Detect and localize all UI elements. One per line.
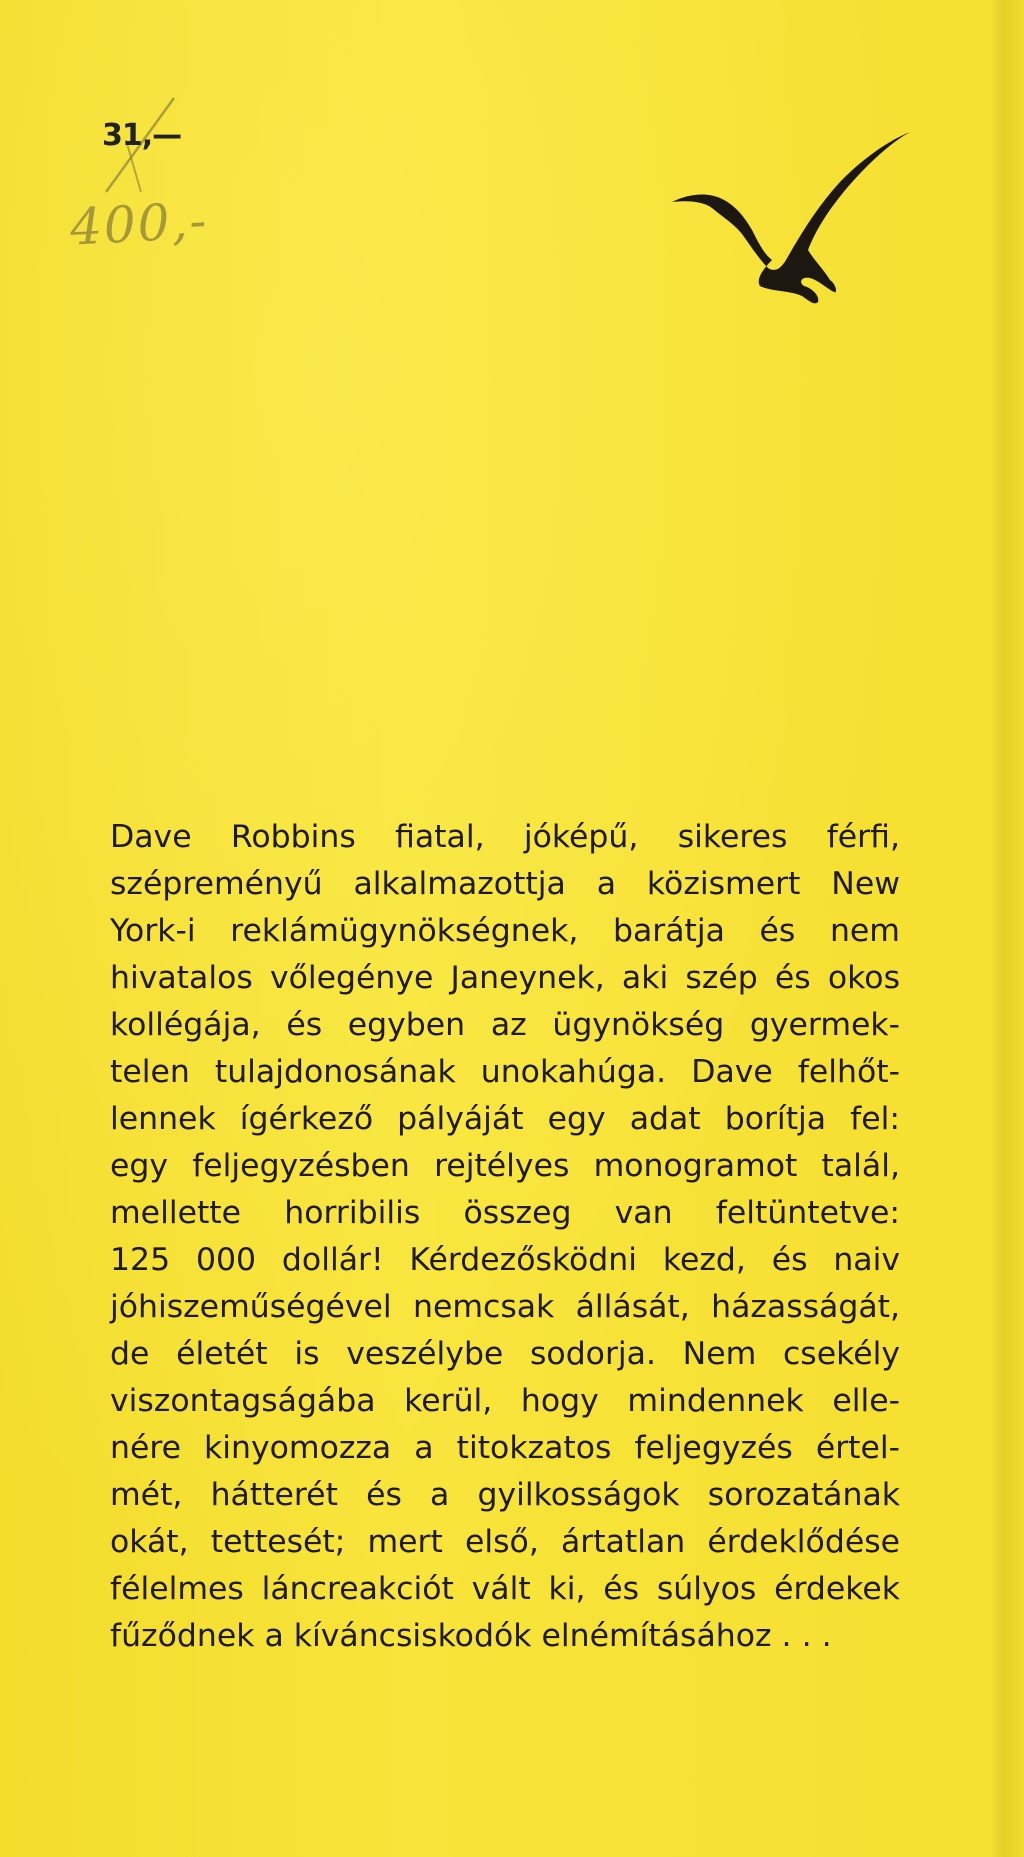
description-line: egy feljegyzésben rejtélyes monogramot talál, (110, 1148, 900, 1184)
description-line: de életét is veszélybe sodorja. Nem csekély (110, 1336, 900, 1372)
price-label: 31,— (102, 118, 182, 153)
cover-spine-edge (990, 0, 1024, 1857)
description-line: viszontagságába kerül, hogy mindennek elle- (110, 1383, 900, 1419)
description-line: telen tulajdonosának unokahúga. Dave felhőt- (110, 1054, 900, 1090)
description-line: szépreményű alkalmazottja a közismert New (110, 866, 900, 902)
description-line: félelmes láncreakciót vált ki, és súlyos érdekek (110, 1571, 900, 1607)
description-line: okát, tettesét; mert első, ártatlan érdeklődése (110, 1524, 900, 1560)
description-line: lennek ígérkező pályáját egy adat borítja fel: (110, 1101, 900, 1137)
seagull-icon (668, 120, 918, 330)
description-line: 125 000 dollár! Kérdezősködni kezd, és naiv (110, 1242, 900, 1278)
description-line: fűződnek a kíváncsiskodók elnémításához . . . (110, 1618, 832, 1654)
description-line: hivatalos vőlegénye Janeynek, aki szép és okos (110, 960, 900, 996)
description-line: Dave Robbins fiatal, jóképű, sikeres férfi, (110, 819, 900, 855)
handwritten-price-note: 400,- (68, 191, 210, 257)
description-line: mellette horribilis összeg van feltüntetve: (110, 1195, 900, 1231)
description-line: kollégája, és egyben az ügynökség gyermek- (110, 1007, 900, 1043)
description-line: York-i reklámügynökségnek, barátja és nem (110, 913, 900, 949)
description-line: mét, hátterét és a gyilkosságok sorozatának (110, 1477, 900, 1513)
description-line: jóhiszeműségével nemcsak állását, házasságát, (110, 1289, 900, 1325)
book-description (110, 814, 900, 1660)
description-line: nére kinyomozza a titokzatos feljegyzés értel- (110, 1430, 900, 1466)
